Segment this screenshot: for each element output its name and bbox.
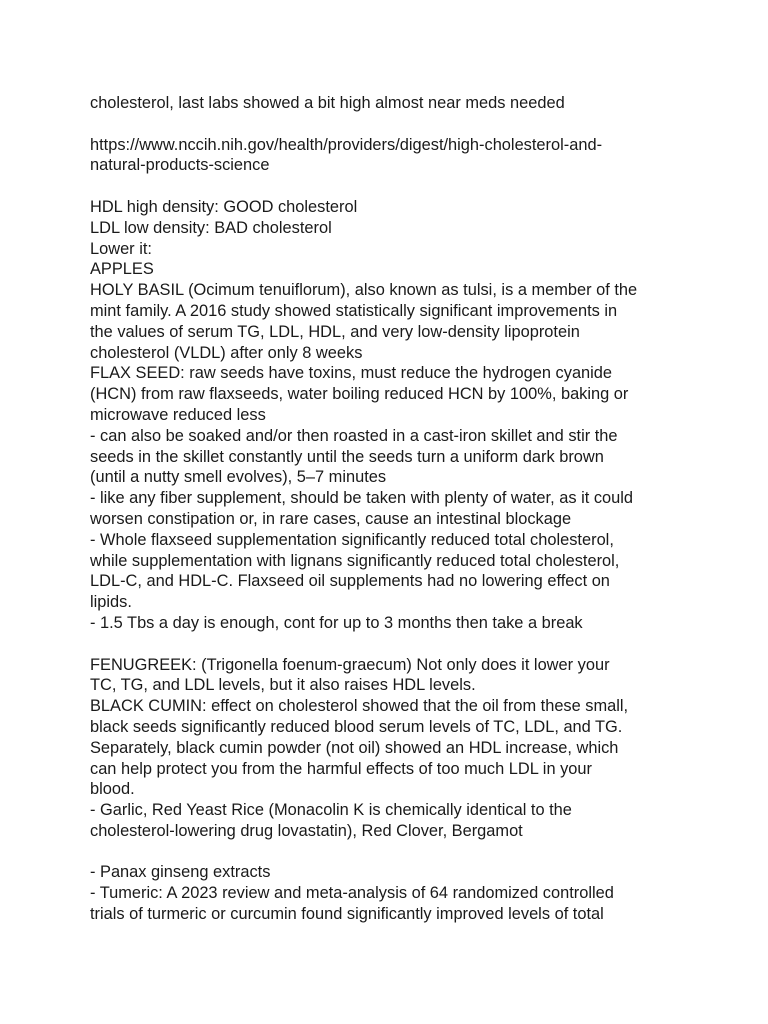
text-line: HOLY BASIL (Ocimum tenuiflorum), also known as tulsi, is a member of the	[90, 281, 638, 300]
text-line: the values of serum TG, LDL, HDL, and very low-density lipoprotein	[90, 322, 580, 341]
text-line: (HCN) from raw flaxseeds, water boiling reduced HCN by 100%, baking or	[90, 385, 629, 404]
blank-line	[90, 176, 690, 197]
text-line: HDL high density: GOOD cholesterol	[90, 197, 358, 216]
text-line: APPLES	[90, 260, 154, 279]
text-line: cholesterol-lowering drug lovastatin), Red Clover, Bergamot	[90, 821, 523, 840]
blank-line	[90, 114, 690, 135]
text-line: trials of turmeric or curcumin found significantly improved levels of total	[90, 905, 604, 924]
document-page	[90, 93, 690, 925]
text-line: Separately, black cumin powder (not oil) showed an HDL increase, which	[90, 738, 619, 757]
text-line: - Garlic, Red Yeast Rice (Monacolin K is chemically identical to the	[90, 801, 572, 820]
text-line: - 1.5 Tbs a day is enough, cont for up to 3 months then take a break	[90, 613, 583, 632]
text-line: while supplementation with lignans significantly reduced total cholesterol,	[90, 551, 620, 570]
text-line: - Whole flaxseed supplementation significantly reduced total cholesterol,	[90, 530, 614, 549]
text-line: worsen constipation or, in rare cases, cause an intestinal blockage	[90, 509, 572, 528]
text-line: LDL low density: BAD cholesterol	[90, 218, 332, 237]
text-line: blood.	[90, 780, 135, 799]
text-line: mint family. A 2016 study showed statistically significant improvements in	[90, 301, 618, 320]
blank-line	[90, 842, 690, 863]
text-line: can help protect you from the harmful effects of too much LDL in your	[90, 759, 592, 778]
text-line: seeds in the skillet constantly until the seeds turn a uniform dark brown	[90, 447, 604, 466]
text-line: LDL-C, and HDL-C. Flaxseed oil supplements had no lowering effect on	[90, 572, 610, 591]
text-line: - Panax ginseng extracts	[90, 863, 271, 882]
text-line: (until a nutty smell evolves), 5–7 minutes	[90, 468, 387, 487]
url-line: natural-products-science	[90, 156, 270, 175]
url-line: https://www.nccih.nih.gov/health/providers/digest/high-cholesterol-and-	[90, 135, 603, 154]
text-line: FENUGREEK: (Trigonella foenum-graecum) Not only does it lower your	[90, 655, 610, 674]
text-line: BLACK CUMIN: effect on cholesterol showed that the oil from these small,	[90, 697, 629, 716]
text-line: cholesterol (VLDL) after only 8 weeks	[90, 343, 363, 362]
text-line: - Tumeric: A 2023 review and meta-analysis of 64 randomized controlled	[90, 884, 614, 903]
text-line: cholesterol, last labs showed a bit high almost near meds needed	[90, 94, 565, 112]
text-line: TC, TG, and LDL levels, but it also raises HDL levels.	[90, 676, 476, 695]
blank-line	[90, 634, 690, 655]
text-line: black seeds significantly reduced blood serum levels of TC, LDL, and TG.	[90, 717, 623, 736]
text-line: - like any fiber supplement, should be taken with plenty of water, as it could	[90, 489, 634, 508]
text-line: Lower it:	[90, 239, 152, 258]
text-line: - can also be soaked and/or then roasted in a cast-iron skillet and stir the	[90, 426, 618, 445]
text-line: lipids.	[90, 593, 132, 612]
text-line: FLAX SEED: raw seeds have toxins, must reduce the hydrogen cyanide	[90, 364, 613, 383]
text-line: microwave reduced less	[90, 405, 266, 424]
